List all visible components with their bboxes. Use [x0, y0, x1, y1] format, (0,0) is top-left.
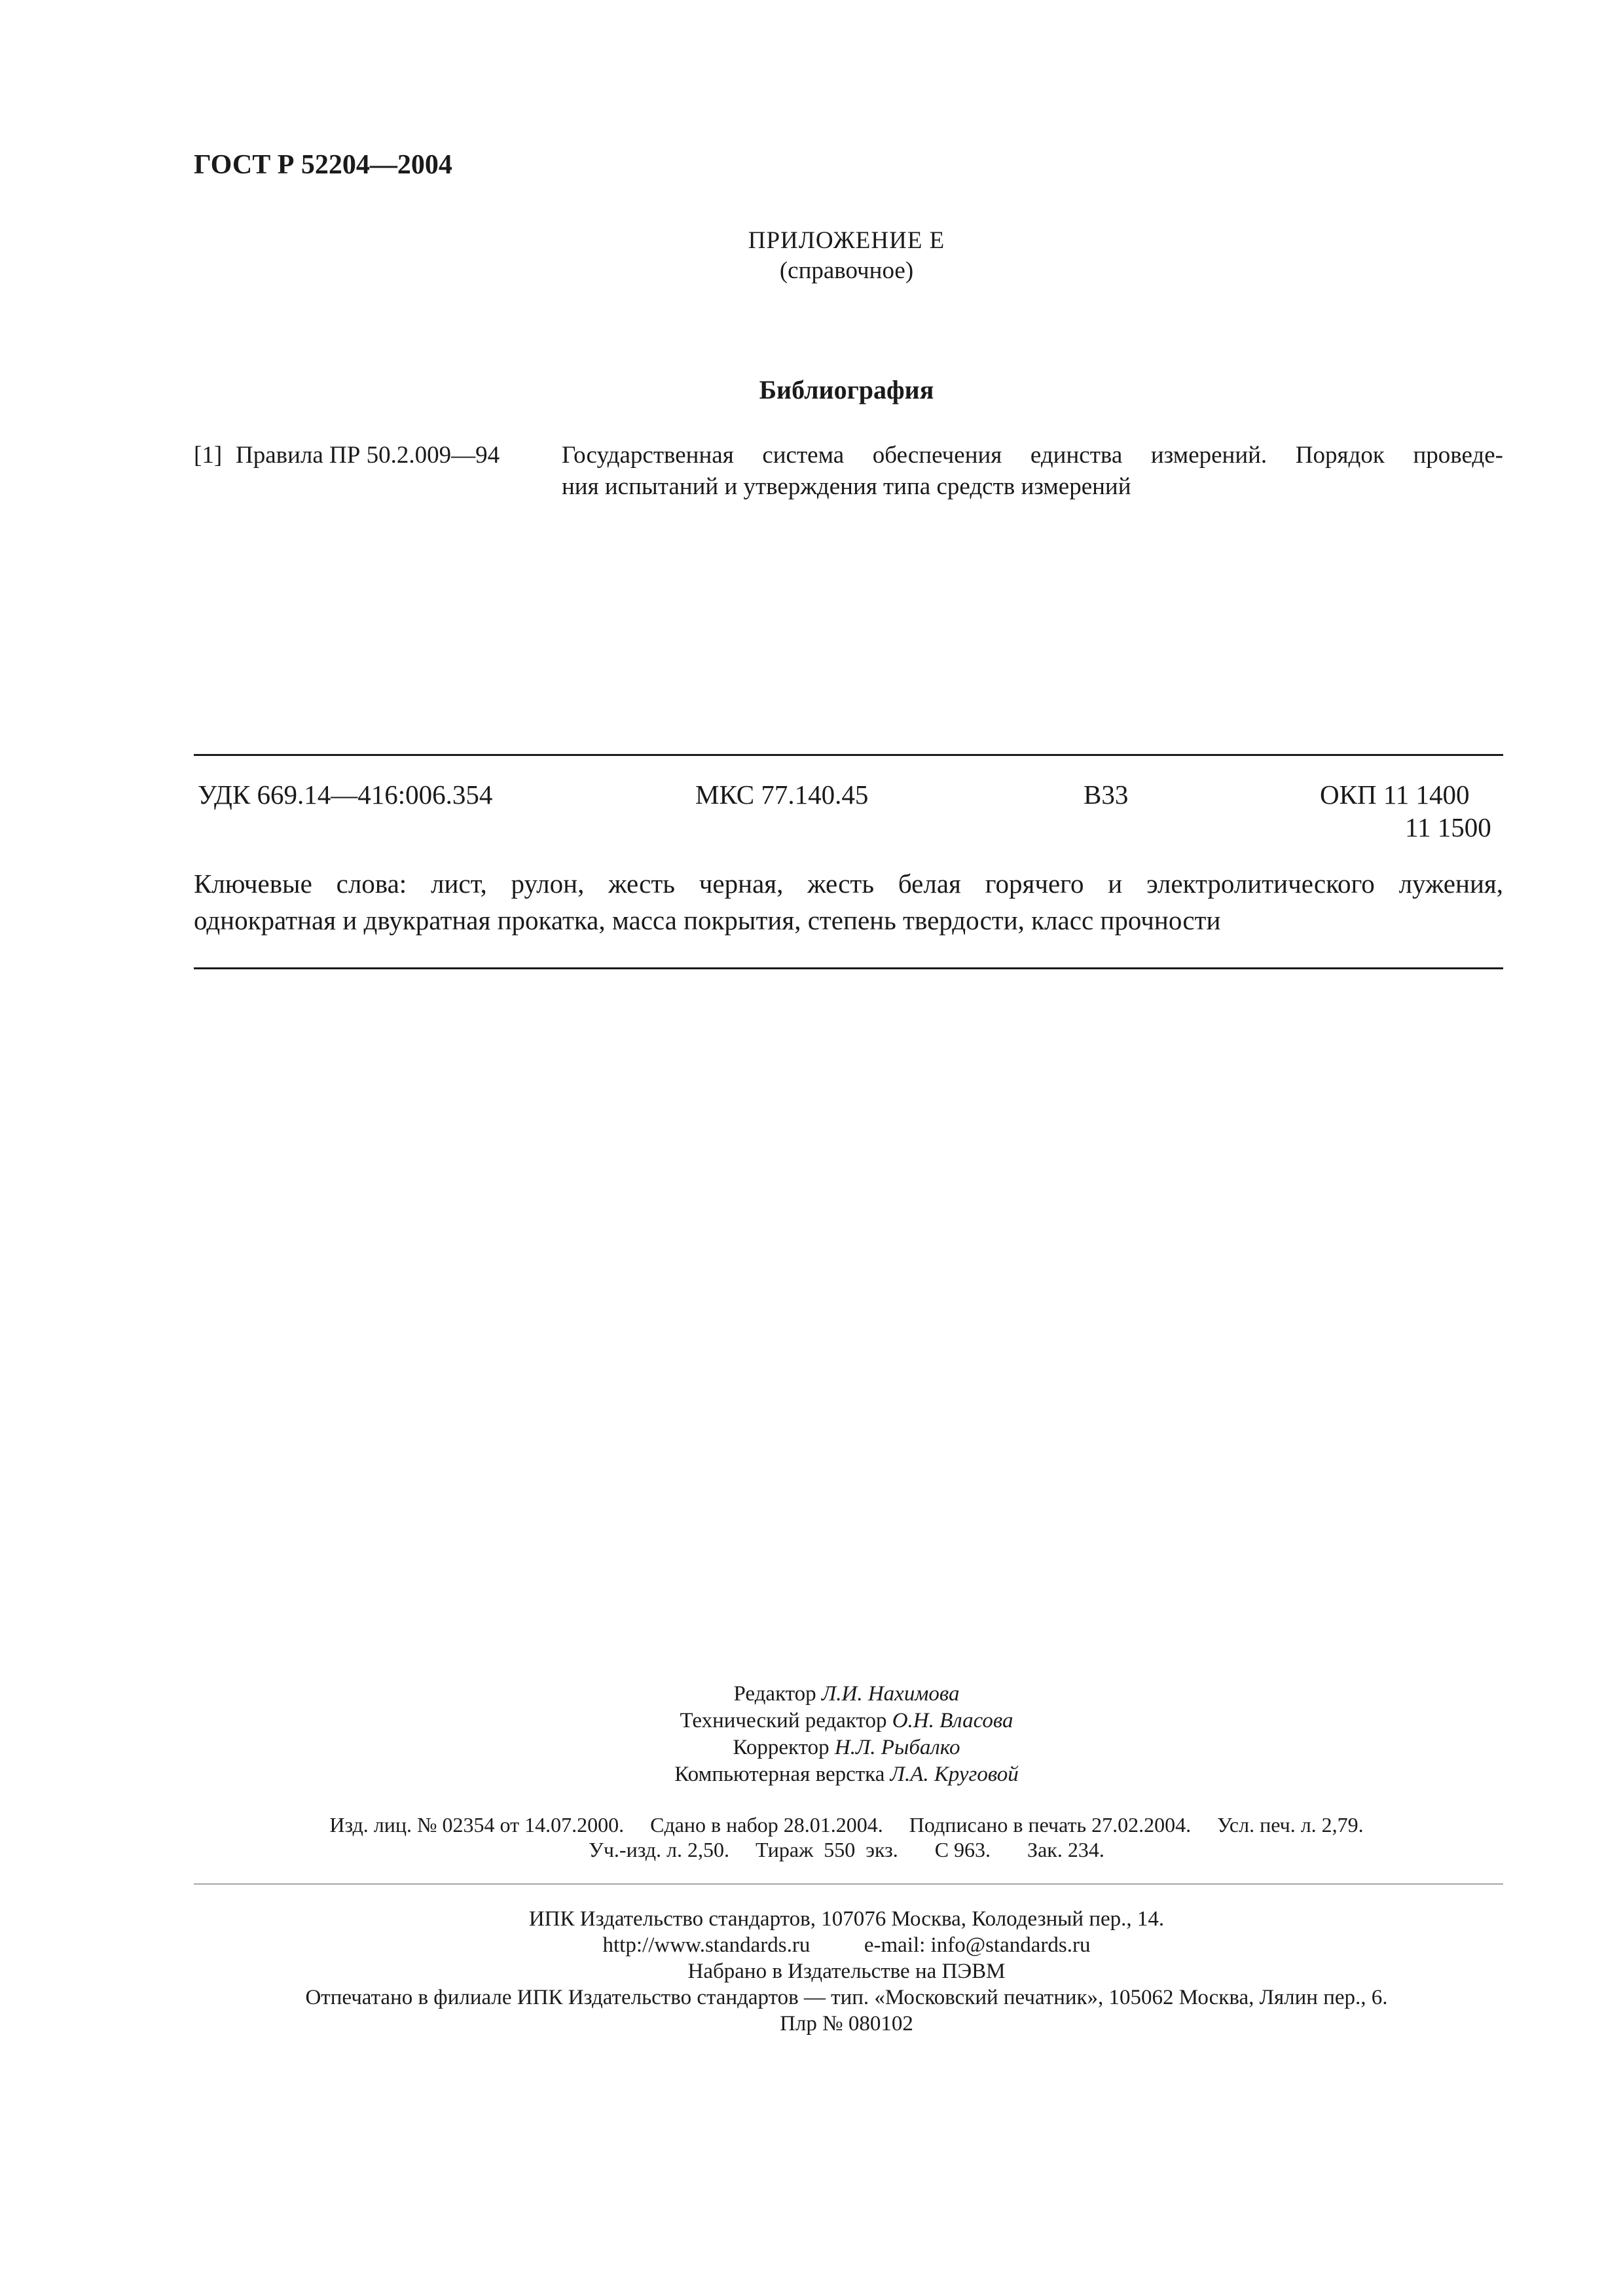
credit-role: Компьютерная верстка: [674, 1763, 885, 1786]
keywords-line2: однократная и двукратная прокатка, масса покрытия, степень твердости, класс прочности: [194, 905, 1221, 935]
bibliography-item-document: Правила ПР 50.2.009—94: [236, 442, 500, 469]
keywords-line1: Ключевые слова: лист, рулон, жесть черная, жесть белая горячего и электролитического лужения,: [194, 869, 1503, 899]
credit-role: Технический редактор: [680, 1709, 887, 1732]
bibliography-item-number: [1]: [194, 442, 223, 469]
bibliography-item-text-line1: Государственная система обеспечения единства измерений. Порядок проведе-: [562, 442, 1503, 469]
classification-top-rule: [194, 754, 1503, 756]
credit-name: Н.Л. Рыбалко: [834, 1736, 960, 1759]
credit-role: Редактор: [733, 1682, 816, 1706]
mks-code: МКС 77.140.45: [695, 780, 869, 810]
udk-code: УДК 669.14—416:006.354: [198, 780, 493, 810]
credit-proofreader: [0, 1734, 1623, 1761]
publisher-line3: Набрано в Издательстве на ПЭВМ: [687, 1960, 1006, 1983]
bibliography-item-text-line2: ния испытаний и утверждения типа средств измерений: [562, 473, 1131, 500]
credit-role: Корректор: [733, 1736, 830, 1759]
imprint-line2: Уч.-изд. л. 2,50. Тираж 550 экз. С 963. Зак. 234.: [589, 1838, 1104, 1861]
group-code: В33: [1084, 780, 1129, 810]
credit-editor: [0, 1681, 1623, 1708]
okp-code: ОКП 11 1400: [1320, 780, 1470, 810]
credit-technical-editor: [0, 1708, 1623, 1734]
credit-name: О.Н. Власова: [892, 1709, 1013, 1732]
publisher-line4: Отпечатано в филиале ИПК Издательство стандартов — тип. «Московский печатник», 105062 Москва, Лялин пер., 6.: [305, 1986, 1388, 2009]
keywords-bottom-rule: [194, 967, 1503, 969]
credit-name: Л.И. Нахимова: [821, 1682, 960, 1706]
publisher-line2: http://www.standards.ru e-mail: info@standards.ru: [602, 1933, 1091, 1957]
bibliography-item-description: [562, 440, 1503, 503]
keywords: [194, 865, 1503, 939]
credit-layout: [0, 1761, 1623, 1788]
publisher-line1: ИПК Издательство стандартов, 107076 Москва, Колодезный пер., 14.: [528, 1907, 1165, 1931]
credit-name: Л.А. Круговой: [890, 1763, 1019, 1786]
document-code: ГОСТ Р 52204—2004: [194, 150, 452, 180]
okp-code-second: 11 1500: [1405, 812, 1491, 842]
annex-subtitle: (справочное): [779, 257, 914, 284]
publisher-line5: Плр № 080102: [780, 2012, 913, 2036]
bibliography-title: Библиография: [759, 375, 934, 404]
annex-title: ПРИЛОЖЕНИЕ Е: [748, 227, 945, 254]
imprint-line1: Изд. лиц. № 02354 от 14.07.2000. Сдано в набор 28.01.2004. Подписано в печать 27.02.2004. Усл. печ. л. 2,79.: [329, 1813, 1364, 1837]
